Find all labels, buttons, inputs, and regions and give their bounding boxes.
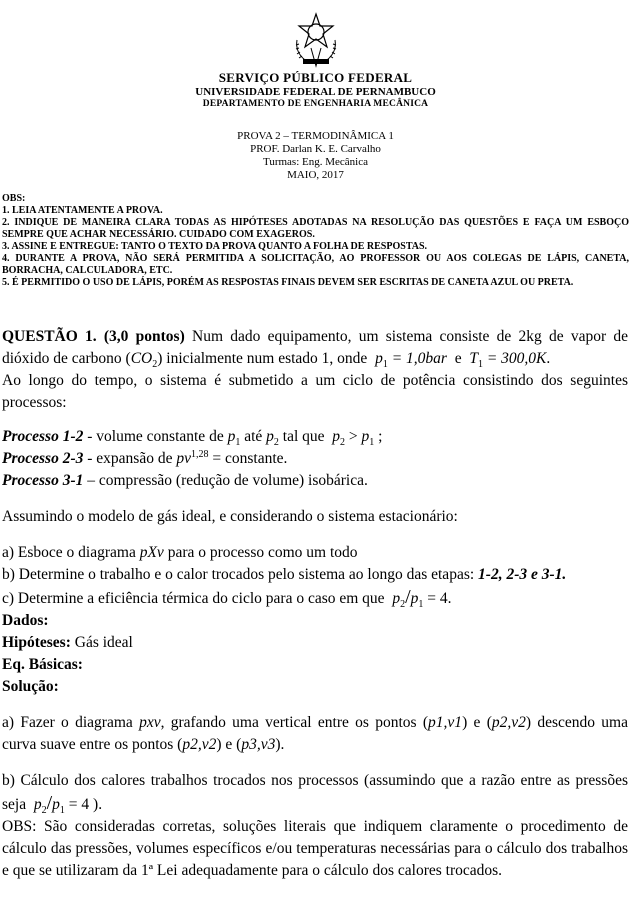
process-text: tal que — [278, 428, 329, 445]
exam-turmas: Turmas: Eng. Mecânica — [263, 156, 368, 168]
hipoteses-label: Hipóteses: — [2, 634, 71, 651]
process-text: - expansão de — [83, 450, 177, 467]
exam-info — [0, 130, 631, 182]
solution-obs: OBS: São consideradas corretas, soluções literais que indiquem claramente o procedimento de cálculo das pressões, volumes específicos e/ou temperaturas necessárias para o cálculo dos trabalhos e que se utilizaram da 1ª Lei adequadamente para o cálculo dos calores trocados. — [2, 818, 628, 879]
process-label: Processo 2-3 — [2, 450, 84, 467]
item-text: b) Determine o trabalho e o calor trocados pelo sistema ao longo das etapas: — [2, 566, 479, 583]
process-label: Processo 1-2 — [2, 428, 84, 445]
sol-emph: p2,v2 — [182, 736, 217, 753]
process-2-3: Processo 2-3 - expansão de pv$^{1,28}$ = constante. — [2, 448, 288, 467]
instruction-item: 5. É PERMITIDO O USO DE LÁPIS, PORÉM AS RESPOSTAS FINAIS DEVEM SER ESCRITAS DE CANETA AZUL OU PRETA. — [2, 277, 574, 288]
process-text: - volume constante de — [83, 428, 228, 445]
eq-basicas-text: Eq. Básicas: — [2, 656, 83, 673]
solution-b: b) Cálculo dos calores trabalhos trocados nos processos (assumindo que a razão entre as pressões seja $p_2/p_1 = 4$ ). — [2, 772, 628, 817]
instruction-item: 3. ASSINE E ENTREGUE: TANTO O TEXTO DA PROVA QUANTO A FOLHA DE RESPOSTAS. — [2, 241, 428, 252]
solution-a — [2, 712, 628, 756]
process-1-2: Processo 1-2 - volume constante de $p_1$ até $p_2$ tal que $p_2 > p_1$ ; — [2, 428, 383, 449]
instructions-label: OBS: — [2, 193, 26, 204]
sol-emph: p3,v3 — [241, 736, 276, 753]
exam-date: MAIO, 2017 — [287, 169, 344, 181]
header-service: SERVIÇO PÚBLICO FEDERAL — [218, 70, 413, 85]
sol-text: , grafando uma vertical entre os pontos ( — [160, 714, 429, 731]
item-text: para o processo como um todo — [163, 544, 358, 561]
header-university: UNIVERSIDADE FEDERAL DE PERNAMBUCO — [195, 86, 436, 98]
solucao-label — [2, 676, 628, 698]
hipoteses-text: Gás ideal — [70, 634, 133, 651]
exam-title: PROVA 2 – TERMODINÂMICA 1 — [237, 130, 394, 142]
question-statement: QUESTÃO 1. (3,0 pontos) Num dado equipamento, um sistema consiste de 2kg de vapor de dióxido de carbono $(CO_2)$ inicialmente num estado 1, onde $p_1 = 1,0bar$ e $T_1 = 300,0K$. — [2, 328, 629, 371]
question-paragraph: Ao longo do tempo, o sistema é submetido a um ciclo de potência consistindo dos seguintes processos: — [2, 372, 628, 411]
item-emph: pXv — [139, 544, 164, 561]
sol-text: a) Fazer o diagrama — [2, 714, 140, 731]
sol-text: ) e ( — [462, 714, 492, 731]
item-text: a) Esboce o diagrama — [2, 544, 140, 561]
instruction-item: 1. LEIA ATENTAMENTE A PROVA. — [2, 205, 163, 216]
dados-text: Dados: — [2, 612, 49, 629]
question-heading: QUESTÃO 1. — [2, 328, 97, 345]
item-c: c) Determine a eficiência térmica do ciclo para o caso em que $p_2/p_1 = 4$. — [2, 586, 452, 611]
statement-text: ) inicialmente num estado 1, onde — [157, 350, 368, 367]
sol-emph: p2,v2 — [491, 714, 526, 731]
and-text: e — [454, 350, 462, 367]
sol-text: = 4 ). — [64, 796, 103, 813]
sol-text: ) descendo uma curva suave entre os pontos ( — [2, 714, 628, 753]
question-1 — [2, 326, 628, 882]
item-b — [2, 564, 628, 586]
header-department: DEPARTAMENTO DE ENGENHARIA MECÂNICA — [202, 99, 429, 109]
item-emph: 1-2, 2-3 e 3-1. — [478, 566, 567, 583]
t1-value: = 300,0K — [482, 350, 547, 367]
t1-symbol: T — [469, 350, 478, 367]
sol-text: b) Cálculo dos calores trabalhos trocados nos processos (assumindo que a razão entre as pressões seja — [2, 772, 628, 813]
assumption: Assumindo o modelo de gás ideal, e considerando o sistema estacionário: — [2, 508, 458, 525]
instruction-item: 2. INDIQUE DE MANEIRA CLARA TODAS AS HIPÓTESES ADOTADAS NA RESOLUÇÃO DAS QUESTÕES E FAÇA UM ESBOÇO SEMPRE QUE ACHAR NECESSÁRIO. CUIDADO COM EXAGEROS. — [2, 217, 629, 240]
exam-professor: PROF. Darlan K. E. Carvalho — [250, 143, 381, 155]
instructions — [2, 193, 629, 289]
ratio-value: = 4 — [423, 590, 448, 607]
statement-text: Num dado equipamento, um sistema consiste de 2kg de vapor de dióxido de carbono ( — [2, 328, 629, 367]
p1-sub: 1 — [382, 359, 388, 371]
hipoteses — [2, 632, 628, 654]
t1-sub: 1 — [477, 359, 483, 371]
co2-sub: 2 — [152, 359, 158, 371]
sol-emph: pxv — [139, 714, 161, 731]
co2-symbol: CO — [130, 350, 153, 367]
sol-text: ) e ( — [216, 736, 242, 753]
solucao-text: Solução: — [2, 678, 59, 695]
dados-label — [2, 610, 628, 632]
p1-symbol: p — [375, 350, 383, 367]
p1-value: = 1,0bar — [387, 350, 447, 367]
process-3-1 — [2, 470, 628, 492]
sol-text: ). — [275, 736, 285, 753]
exponent: 1,28 — [190, 448, 209, 460]
sol-emph: p1,v1 — [428, 714, 463, 731]
question-points: (3,0 pontos) — [103, 328, 185, 345]
process-text: até — [240, 428, 267, 445]
brazil-coat-of-arms-icon — [291, 10, 341, 68]
process-text: = constante — [208, 450, 284, 467]
process-label: Processo 3-1 — [2, 472, 84, 489]
process-text: – compressão (redução de volume) isobárica. — [83, 472, 368, 489]
item-text: c) Determine a eficiência térmica do ciclo para o caso em que — [2, 590, 389, 607]
instruction-item: 4. DURANTE A PROVA, NÃO SERÁ PERMITIDA A SOLICITAÇÃO, AO PROFESSOR OU AOS COLEGAS DE LÁPIS, CANETA, BORRACHA, CALCULADORA, ETC. — [2, 253, 629, 276]
item-a — [2, 542, 628, 564]
eq-basicas-label — [2, 654, 628, 676]
